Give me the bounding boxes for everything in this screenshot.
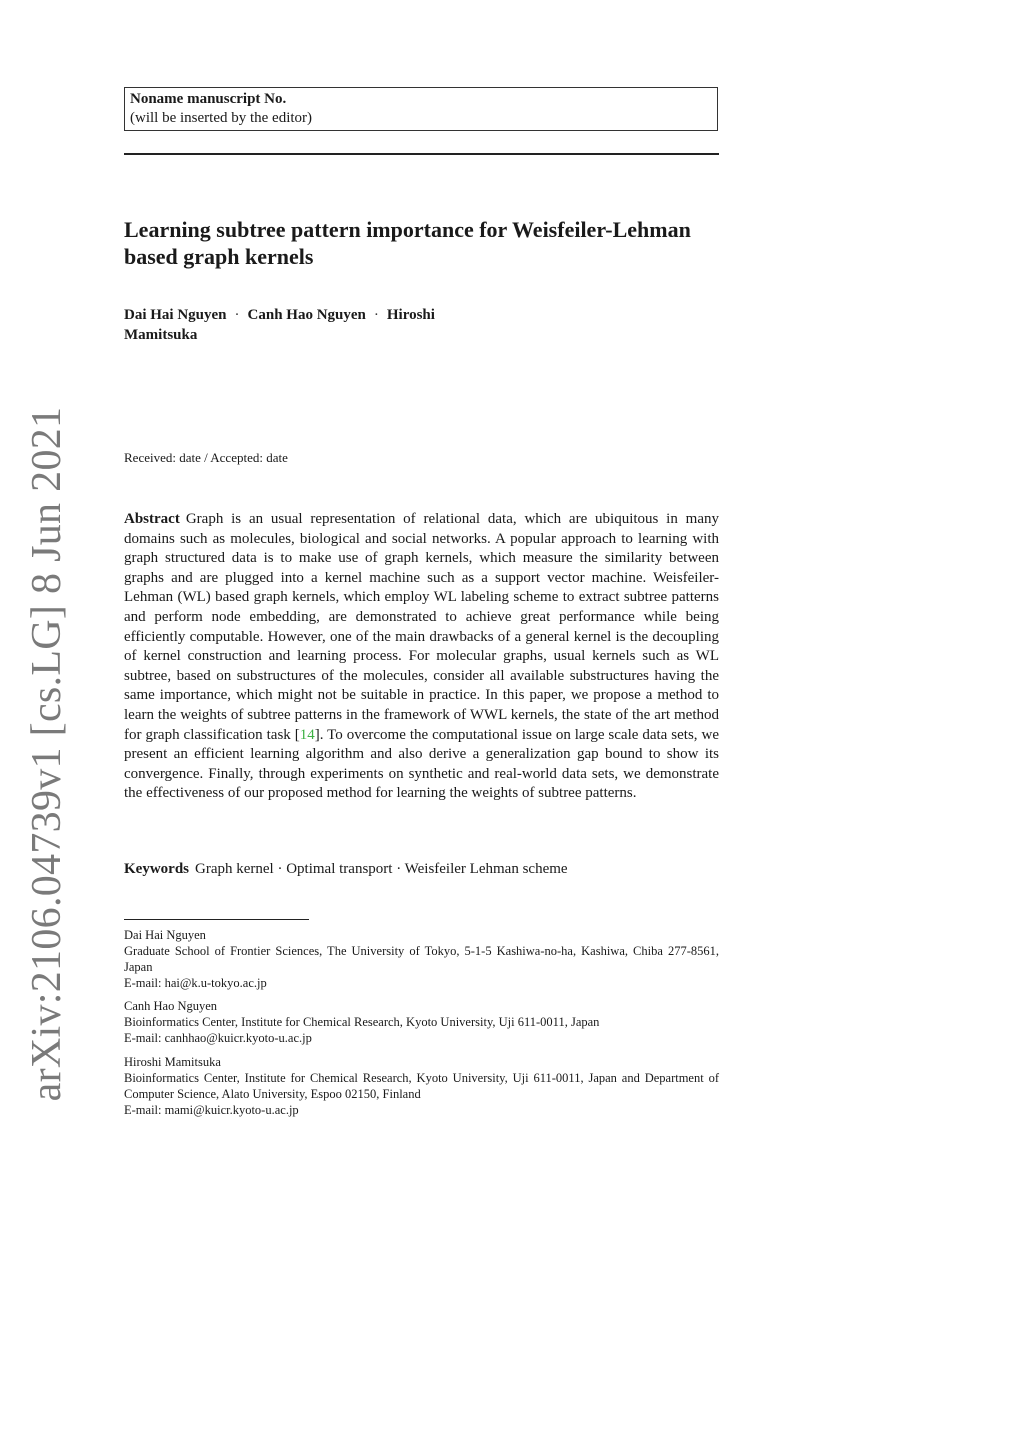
author-list — [124, 305, 484, 345]
author-name: Dai Hai Nguyen — [124, 307, 227, 323]
keywords — [124, 859, 719, 879]
author-name: Hiroshi — [386, 307, 435, 323]
affiliation-address: Bioinformatics Center, Institute for Chemical Research, Kyoto University, Uji 611-0011, Japan and Department of Computer Science, Alato University, Espoo 02150, Finland — [124, 1071, 719, 1101]
affiliation — [124, 927, 719, 991]
author-separator: · — [373, 307, 379, 323]
abstract-label: Abstract — [124, 511, 180, 527]
received-date: Received: date / Accepted: date — [124, 450, 288, 465]
editor-note: (will be inserted by the editor) — [130, 110, 313, 126]
citation-link[interactable]: 14 — [299, 726, 315, 743]
manuscript-header-box — [124, 87, 718, 131]
abstract — [124, 510, 719, 804]
affiliation-email: E-mail: canhhao@kuicr.kyoto-u.ac.jp — [124, 1031, 312, 1045]
paper-title: Learning subtree pattern importance for Weisfeiler-Lehman based graph kernels — [124, 217, 691, 269]
author-name: Mamitsuka — [124, 327, 198, 343]
footnote-rule — [124, 919, 309, 920]
affiliation-name: Hiroshi Mamitsuka — [124, 1055, 221, 1069]
keywords-label: Keywords — [124, 861, 189, 877]
affiliation — [124, 998, 719, 1046]
affiliation-name: Dai Hai Nguyen — [124, 928, 206, 942]
arxiv-stamp: arXiv:2106.04739v1 [cs.LG] 8 Jun 2021 — [24, 406, 70, 1102]
affiliation-address: Graduate School of Frontier Sciences, The University of Tokyo, 5-1-5 Kashiwa-no-ha, Kashiwa, Chiba 277-8561, Japan — [124, 944, 719, 974]
abstract-text: Graph is an usual representation of relational data, which are ubiquitous in many domains such as molecules, biological and social networks. A popular approach to learning with graph structured data is to make use of graph kernels, which measure the similarity between graphs and are plugged into a kernel machine such as a support vector machine. Weisfeiler-Lehman (WL) based graph kernels, which employ WL labeling scheme to extract subtree patterns and perform node embedding, are demonstrated to achieve great performance while being efficiently computable. However, one of the main drawbacks of a general kernel is the decoupling of kernel construction and learning process. For molecular graphs, usual kernels such as WL subtree, based on substructures of the molecules, consider all available substructures having the same importance, which might not be suitable in practice. In this paper, we propose a method to learn the weights of subtree patterns in the framework of WWL kernels, the state of the art method for graph classification task [ — [124, 511, 719, 743]
affiliation — [124, 1054, 719, 1118]
abstract-text: ]. To overcome the computational issue on large scale data sets, we present an efficient learning algorithm and also derive a generalization gap bound to show its convergence. Finally, through experiments on synthetic and real-world data sets, we demonstrate the effectiveness of our proposed method for learning the weights of subtree patterns. — [124, 726, 719, 802]
affiliation-address: Bioinformatics Center, Institute for Chemical Research, Kyoto University, Uji 611-0011, Japan — [124, 1015, 600, 1029]
author-name: Canh Hao Nguyen — [247, 307, 366, 323]
affiliation-name: Canh Hao Nguyen — [124, 999, 218, 1013]
manuscript-number: Noname manuscript No. — [130, 91, 287, 107]
affiliation-email: E-mail: mami@kuicr.kyoto-u.ac.jp — [124, 1103, 299, 1117]
keywords-text: Graph kernel · Optimal transport · Weisfeiler Lehman scheme — [195, 861, 568, 877]
author-separator: · — [234, 307, 240, 323]
header-rule — [124, 153, 719, 155]
affiliation-email: E-mail: hai@k.u-tokyo.ac.jp — [124, 976, 267, 990]
